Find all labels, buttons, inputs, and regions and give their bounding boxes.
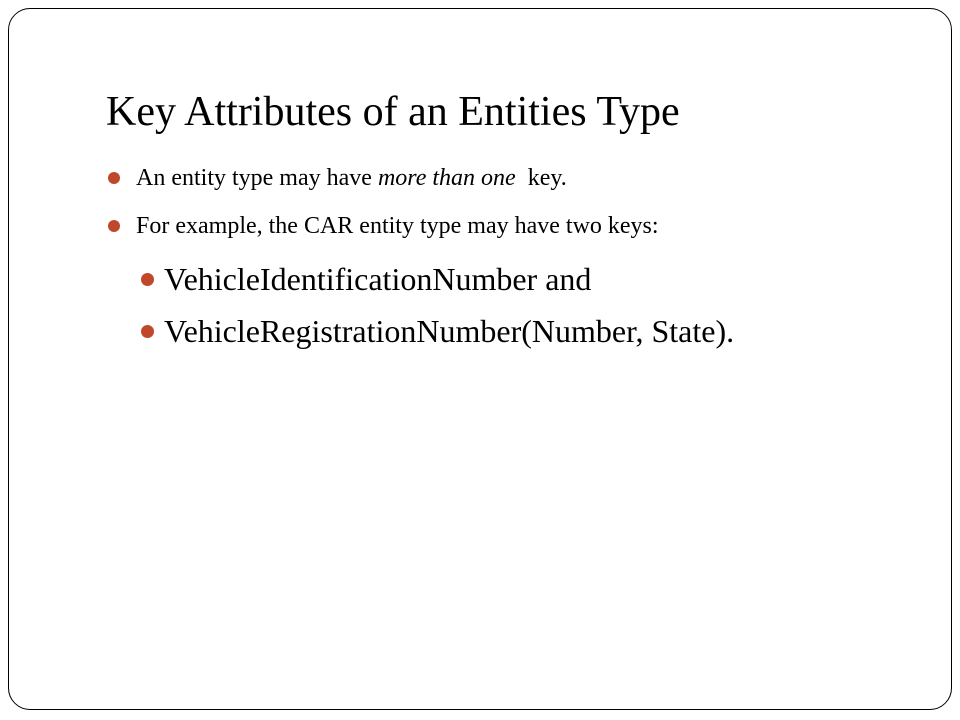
sub-bullet-text: VehicleIdentificationNumber and	[164, 261, 592, 297]
bullet-item-1	[106, 160, 866, 196]
bullet-dot-icon	[108, 172, 120, 184]
sub-bullet-item-1	[141, 256, 866, 302]
bullet-text: For example, the CAR entity type may have two keys:	[136, 213, 659, 239]
slide-title: Key Attributes of an Entities Type	[106, 89, 680, 135]
sub-bullet-text: VehicleRegistrationNumber(Number, State).	[164, 313, 735, 349]
bullet-text-emphasis: more than one	[377, 165, 516, 191]
sub-bullet-dot-icon	[141, 273, 154, 286]
bullet-dot-icon	[108, 220, 120, 232]
sub-bullet-item-2	[141, 308, 866, 354]
bullet-text-before: An entity type may have	[136, 165, 378, 191]
bullet-item-2	[106, 208, 866, 244]
sub-bullet-dot-icon	[141, 325, 154, 338]
bullet-list	[106, 160, 866, 360]
bullet-text-after: key.	[515, 165, 567, 191]
